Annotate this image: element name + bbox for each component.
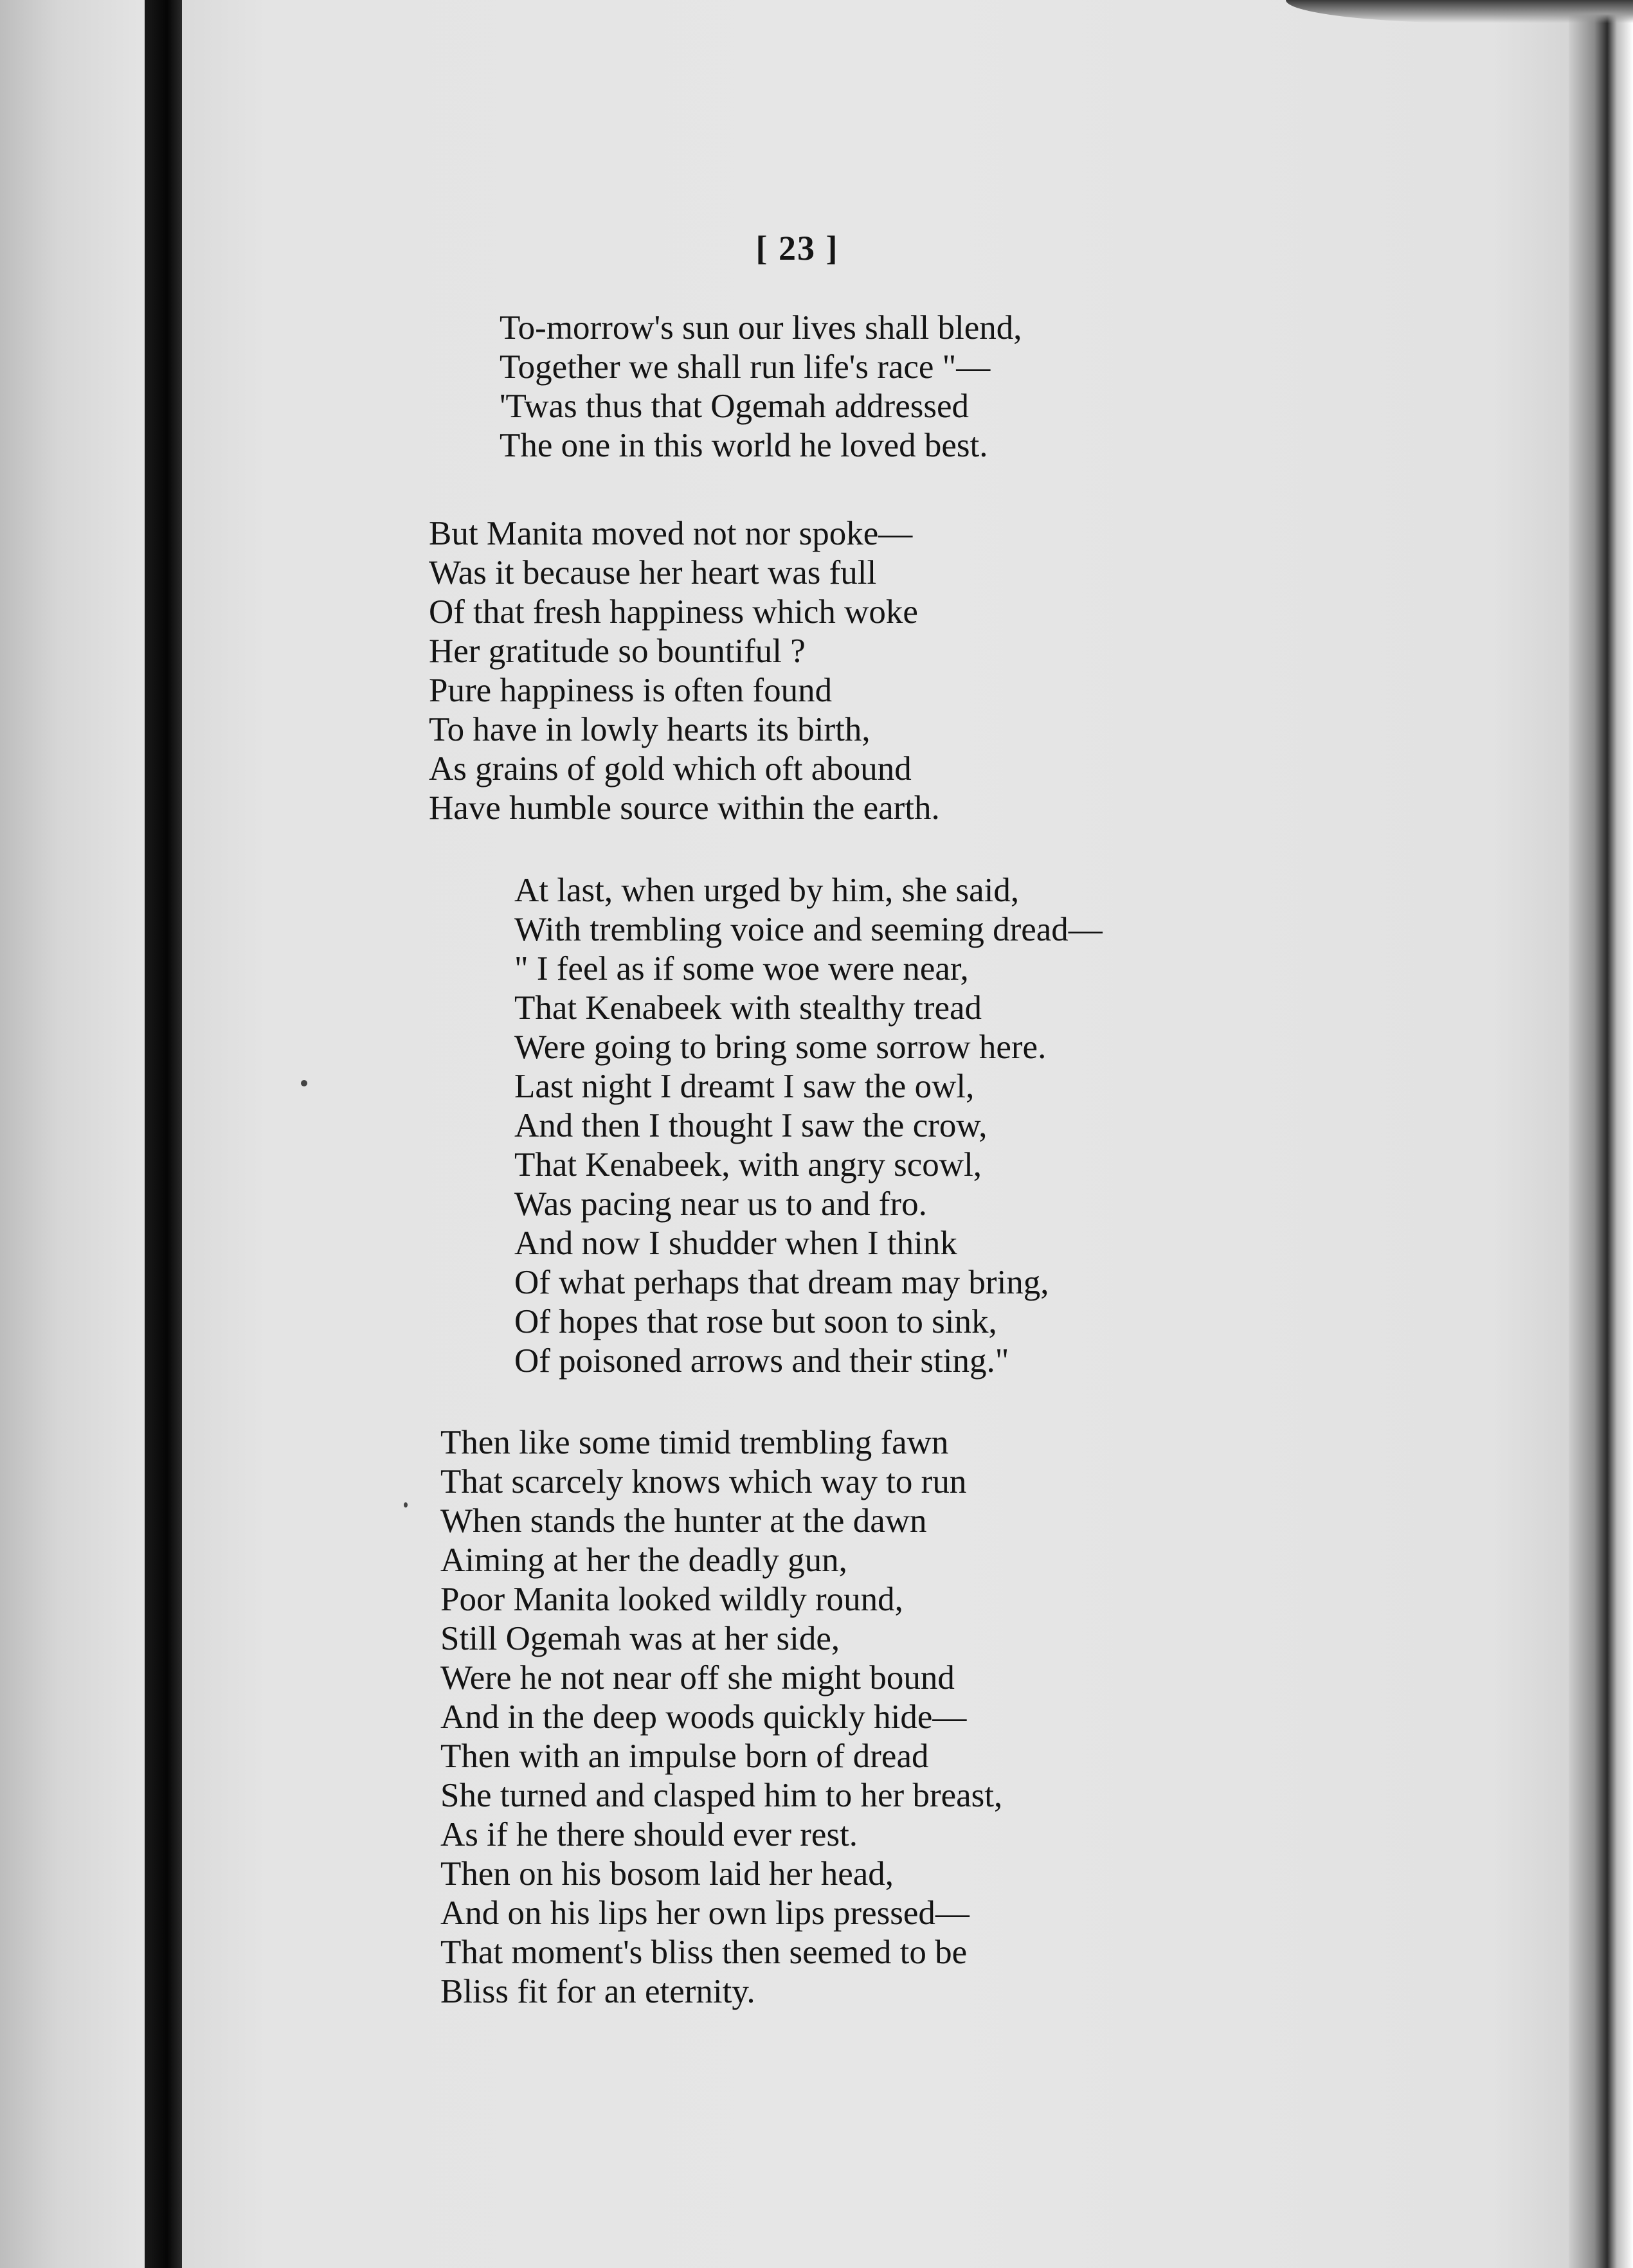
poem-line: Have humble source within the earth. [429,789,940,827]
poem-line: Her gratitude so bountiful ? [429,633,806,670]
page-right-edge [1569,0,1633,2268]
poem-line: And then I thought I saw the crow, [514,1107,988,1144]
poem-line: Aiming at her the deadly gun, [440,1542,847,1579]
poem-line: Together we shall run life's race "— [500,348,991,386]
poem-line: As grains of gold which oft abound [429,750,912,788]
poem-line: Last night I dreamt I saw the owl, [514,1068,975,1105]
poem-line: To have in lowly hearts its birth, [429,711,871,748]
poem-line: " I feel as if some woe were near, [514,950,969,987]
poem-line: That Kenabeek with stealthy tread [514,989,982,1027]
page-number: [ 23 ] [755,229,839,267]
poem-line: Was pacing near us to and fro. [514,1185,927,1223]
poem-line: That moment's bliss then seemed to be [440,1934,968,1971]
stanza [500,309,1022,465]
poem-line: Was it because her heart was full [429,554,877,591]
poem-line: Were he not near off she might bound [440,1659,955,1697]
poem-line: Then on his bosom laid her head, [440,1855,894,1893]
poem-line: And now I shudder when I think [514,1225,957,1262]
poem-line: When stands the hunter at the dawn [440,1502,927,1540]
poem-line: Pure happiness is often found [429,672,833,709]
poem-line: Still Ogemah was at her side, [440,1620,840,1657]
poem-line: As if he there should ever rest. [440,1816,858,1853]
poem-line: And on his lips her own lips pressed— [440,1895,970,1932]
poem-line: Then with an impulse born of dread [440,1738,929,1775]
poem-line: The one in this world he loved best. [500,427,988,464]
poem-line: Of hopes that rose but soon to sink, [514,1303,997,1340]
ink-speck [301,1080,307,1086]
poem-line: That scarcely knows which way to run [440,1463,967,1500]
poem-line: Were going to bring some sorrow here. [514,1029,1047,1066]
poem-line: Bliss fit for an eternity. [440,1973,755,2010]
poem-line: She turned and clasped him to her breast, [440,1777,1003,1814]
poem-line: Then like some timid trembling fawn [440,1424,949,1461]
poem-line: But Manita moved not nor spoke— [429,515,913,552]
stanza [514,871,1103,1381]
facing-page-edge [0,0,145,2268]
stanza [429,514,940,828]
poem-line: And in the deep woods quickly hide— [440,1698,967,1736]
poem-line: Poor Manita looked wildly round, [440,1581,903,1618]
stanza [440,1423,1002,2012]
poem-line: 'Twas thus that Ogemah addressed [500,388,969,425]
book-gutter [145,0,182,2268]
poem-line: At last, when urged by him, she said, [514,872,1020,909]
poem-line: With trembling voice and seeming dread— [514,911,1103,948]
ink-speck [404,1502,408,1508]
poem-line: To-morrow's sun our lives shall blend, [500,309,1022,346]
poem-line: Of poisoned arrows and their sting." [514,1342,1009,1380]
poem-line: Of that fresh happiness which woke [429,593,918,631]
poem-line: That Kenabeek, with angry scowl, [514,1146,982,1184]
poem-line: Of what perhaps that dream may bring, [514,1264,1049,1301]
